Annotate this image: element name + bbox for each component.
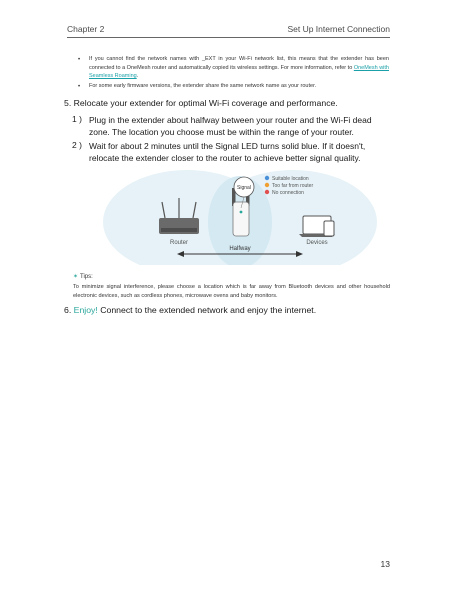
substep-number: 2 ) — [72, 140, 82, 150]
page-number: 13 — [380, 559, 390, 569]
note-bullet: • — [78, 57, 81, 63]
note-firmware: For some early firmware versions, the extender share the same network name as your router. — [89, 83, 317, 89]
devices-label: Devices — [306, 240, 328, 246]
legend-dot-no-connection — [265, 190, 269, 194]
tips-label: Tips: — [80, 274, 93, 280]
legend-dot-suitable — [265, 176, 269, 180]
router-label: Router — [169, 240, 189, 246]
substep-number: 1 ) — [72, 114, 82, 124]
step-5-heading: 5. Relocate your extender for optimal Wi-Fi coverage and performance. — [64, 98, 338, 108]
tips-text: To minimize signal interference, please choose a location which is far away from Bluetooth devices and other household electronic devices, such as cordless phones, microwave ovens and baby monitors. — [73, 284, 390, 299]
legend-dot-too-far — [265, 183, 269, 187]
note-onemesh — [89, 55, 389, 81]
phone-icon — [324, 221, 334, 236]
tips-heading — [73, 273, 93, 280]
step-6-prefix: 6. — [64, 305, 74, 315]
step-6-text: Connect to the extended network and enjoy the internet. — [97, 305, 317, 315]
chapter-label: Chapter 2 — [67, 24, 105, 34]
placement-diagram — [95, 170, 385, 265]
note-text: If you cannot find the network names with _EXT in your Wi-Fi network list, this means that the extender has been connected to a OneMesh router and automatically copied its wireless settings. For more information, refer to — [89, 56, 389, 71]
note-bullet: • — [78, 84, 81, 90]
lightbulb-icon: ✶ — [73, 274, 79, 280]
step-6-heading — [64, 305, 316, 315]
halfway-label: Halfway — [229, 246, 251, 252]
note-text-end: . — [136, 73, 139, 79]
section-title: Set Up Internet Connection — [287, 24, 390, 34]
onemesh-link[interactable]: OneMesh with Seamless Roaming — [89, 64, 389, 79]
substep-1-text: Plug in the extender about halfway between your router and the Wi-Fi dead zone. The location you choose must be within the range of your router. — [89, 115, 372, 137]
legend-no-connection: No connection — [272, 190, 304, 196]
legend-suitable: Suitable location — [272, 176, 309, 182]
substep-2-text: Wait for about 2 minutes until the Signal LED turns solid blue. If it doesn't, relocate the extender closer to the router to achieve better signal quality. — [89, 141, 366, 163]
legend-too-far: Too far from router — [272, 183, 314, 189]
header-divider — [67, 37, 390, 38]
step-6-accent: Enjoy! — [73, 305, 98, 315]
signal-label: Signal — [237, 185, 251, 191]
